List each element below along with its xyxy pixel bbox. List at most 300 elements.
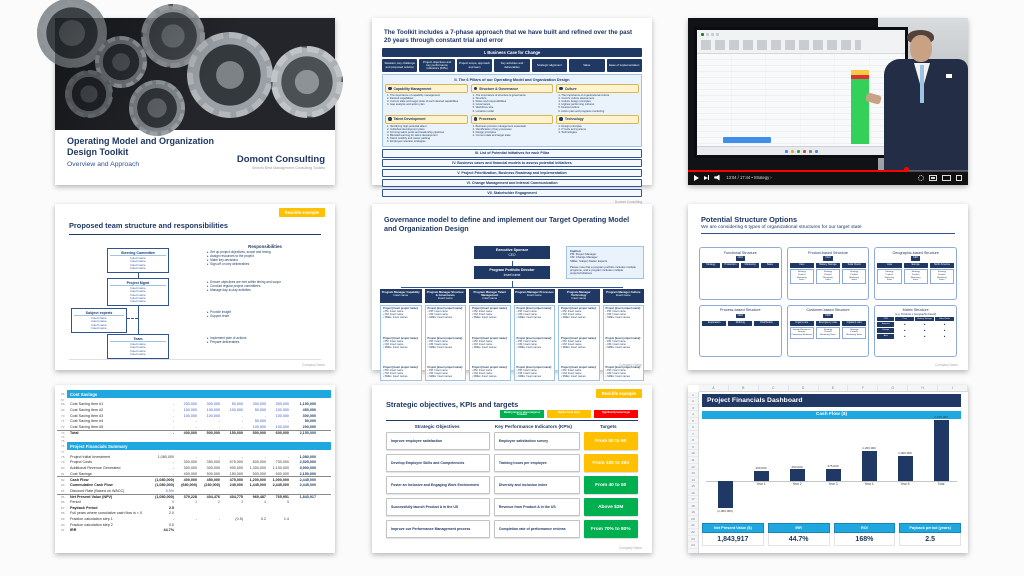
ceo-row [702,256,779,261]
slide-cover[interactable] [55,18,335,185]
gear-icon [388,87,392,91]
cell-total: 3,900,000 [299,465,316,470]
cell-value: 2,445,000 [272,482,289,487]
pillar-item: 2. Individual development plans [387,127,425,131]
program-manager-title: Program Manager Talent Management [473,289,507,297]
project-line: Project [insert project name]: [472,307,508,310]
dashboard-content [702,394,961,515]
row-number: 75 [61,438,65,443]
sub-functions-box [816,269,840,284]
pillar-item: 3. Culture design principles [558,100,591,104]
pillar-list [473,125,554,137]
project-line: • SMEs: Insert names [605,316,631,319]
project-block [383,337,419,349]
responsibility-text: Support team [210,314,230,318]
kpi-block [768,523,830,546]
kpi-table-headers [386,424,638,429]
column-letter: F [848,385,878,391]
cell-value: - [195,419,197,424]
sheet-row [57,459,331,465]
program-manager-name: Insert name [437,295,453,300]
kpi-value: 44.7% [768,533,830,547]
kpi-block [834,523,896,546]
sub-function: Human Resources [792,328,811,331]
brand-tagline: World's Best Management Consulting Toolkits [252,166,325,170]
project-block [428,366,464,378]
project-line: • CM: Insert name [605,342,626,346]
structures-subtitle: We are considering 6 types of organizational structures for our target state [701,225,862,230]
row-number: 71 [61,419,65,424]
sub-function: Strategy [850,328,859,331]
dashboard-kpis [702,523,961,546]
row-number: 16 [688,490,698,497]
level-bar: VI. Change Management and Internal Communication [382,179,642,187]
project-line: • PM: Insert name [516,369,537,372]
red-highlight [851,75,869,79]
pillar-item: 4. Current state and target state [472,133,511,137]
cell-value: 500,000 [206,471,220,476]
responsibility-item [207,340,323,344]
sub-function: Community Relations [791,334,813,336]
panel-title: Customer-based Structure [806,308,850,312]
cell-value: 300,000 [275,402,289,407]
taskbar-dot [797,150,800,153]
pillar-header [385,84,468,93]
children-row [790,321,867,339]
cell-value: - [172,407,174,412]
sheet-row [57,528,331,534]
project-line: Project [insert project name]: [605,307,641,310]
bar-category-label: Year 5 [900,482,910,487]
project-line: • SMEs: Insert names [427,316,453,319]
pillar-name: Culture [564,86,577,91]
bar-value-label: 475,000 [827,464,839,469]
slide-approach[interactable] [372,18,652,204]
ribbon-controls [701,40,861,50]
program-manager-title: Program Manager Structure & Governance [426,289,464,297]
project-line: • PM: Insert name [383,339,404,343]
child-unit [741,263,759,268]
program-manager-header [558,289,600,303]
child-box: Refining [728,321,752,326]
cell-total: 2,525,000 [299,460,316,465]
structure-panel-subbed [874,247,957,300]
project-line: • PM: Insert name [605,310,626,313]
ceo-box: CEO [825,313,831,317]
matrix-dot: • [943,321,946,327]
bullet-arrow-icon: ▸ [207,284,209,288]
caption-line: Caption: [570,248,582,253]
pillar-item: 2. Current culture assessment [558,97,595,101]
pillar-header [471,115,554,124]
settings-icon[interactable] [918,175,924,181]
structure-panels [699,247,957,357]
cell-value: 100,000 [275,424,289,429]
program-manager-header [603,289,645,303]
project-line: • SMEs: Insert names [383,375,408,378]
child-unit [702,263,720,268]
sheet-row [57,476,331,482]
project-line: • CM: Insert name [605,372,626,375]
responsibility-text: Implement plan of actions [210,336,247,340]
cell-value: - [172,413,174,418]
structure-panel-simple [699,305,782,358]
org-structure-icon [474,87,478,91]
sub-function: Marketing [823,276,833,279]
legend-chip: Meeting target or above target on schedule [500,410,544,418]
kpi-row [386,498,638,517]
pillar-item: 5. Workforce size [472,106,494,110]
theater-mode-icon[interactable] [942,175,951,181]
matrix-dot: • [903,321,906,327]
children-row [702,263,779,268]
cell-total: 450,000 [302,407,316,412]
project-line: Project [insert project name]: [516,307,552,310]
column-letter: D [789,385,819,391]
video-progress-track[interactable] [688,170,968,172]
row-number: 86 [61,500,65,505]
kpi-cell: Employee satisfaction survey [494,432,580,451]
kpi-value: 1,843,917 [702,533,764,547]
cell-value: 150,000 [229,471,243,476]
sub-function: Finance [797,331,806,334]
connector-dashed-line [127,318,138,319]
spreadsheet-rows [57,390,331,551]
sub-function: Marketing [884,276,895,279]
video-timestamp: 13:04 / 17:44 • Strategy › [726,175,772,180]
row-number: 69 [61,407,65,412]
project-line: • PM: Insert name [472,310,493,313]
cell-value: - [172,471,174,476]
video-controls-right [918,175,963,182]
row-number: 84 [61,488,65,493]
project-block [517,337,553,349]
dashboard-financials[interactable] [688,385,968,553]
cell-value: - [241,454,243,459]
project-block [517,366,553,378]
cell-value: 50,000 [231,402,243,407]
cell-total: 1,843,917 [299,494,316,499]
pillar-process [471,115,554,144]
volume-icon[interactable] [714,175,721,181]
legend-chip: Significantly below target [594,410,638,418]
objective-cell: Foster an Inclusive and Engaging Work Environment [386,476,490,495]
cell-value: 1,080,000 [157,454,174,459]
bullet-arrow-icon: ▸ [207,280,209,284]
cell-value: 404,775 [229,494,243,499]
responsibility-text: Ensure objectives are met within timing and scope [210,280,281,284]
project-line: • PM: Insert name [427,310,448,313]
sub-function: Marketing [910,276,921,279]
objective-cell: Improve employee satisfaction [386,432,490,451]
project-block [561,307,597,319]
cell-value: - [264,413,266,418]
slide-footer: Company Name [618,363,642,367]
pillar-item: 3. Current state and target state of each desired capabilities [387,100,459,104]
row-label: Discount Rate (Based on WACC) [70,488,125,493]
program-manager-header [425,289,467,303]
cell-value: 300,000 [183,465,197,470]
phase-box: Value [569,59,604,72]
pillar-name: Technology [564,117,584,122]
target-cell: Above $2M [584,498,638,517]
sheet-row [57,401,331,407]
connector-line [401,287,623,288]
target-cell: From 70% to 80% [584,520,638,539]
row-label: Net Present Value (NPV) [70,494,113,499]
cell-value: - [172,460,174,465]
project-line: • SMEs: Insert names [516,375,542,378]
level-bar: VII. Stakeholder Engagement [382,189,642,197]
cell-value: - [195,454,197,459]
row-number: 13 [688,470,698,477]
pillar-item: 6. Employee retention strategies [387,140,426,144]
org-box-name: Insert name [130,292,146,297]
bullet-arrow-icon: ▸ [207,258,209,262]
portfolio-director-box [474,266,550,279]
sub-functions-box [930,269,954,284]
cell-value: - [195,517,197,522]
title-rule [386,420,638,421]
phase-box: Strategic alignment [532,59,567,72]
status-legend [386,410,638,418]
pillars-section [382,74,642,147]
child-box: Inpatient care [842,321,866,326]
row-number: 67 [61,397,65,402]
cover-title: Operating Model and Organization Design Toolkit [67,136,215,157]
sub-functions-box [790,327,814,339]
panel-note: (e.g. Products x Geographic-based) [895,312,937,316]
row-number: 89 [61,517,65,522]
pillar-header [556,115,639,124]
process-icon [474,117,478,121]
ceo-box: CEO [877,317,894,321]
responsibility-group [207,280,323,292]
cell-value: 450,000 [206,477,220,482]
slide-team-structure[interactable] [55,204,335,370]
pillar-list [387,125,468,144]
slide-structure-options[interactable] [688,204,968,370]
project-line: • CM: Insert name [516,313,537,316]
project-line: • PM: Insert name [561,369,582,372]
cell-value: 5 [286,500,289,505]
slide-kpis[interactable] [372,385,652,553]
row-number: 21 [688,522,698,529]
cell-value: (1,080,000) [155,482,174,487]
cell-total: 1,150,000 [299,402,316,407]
bullet-arrow-icon: ▸ [207,262,209,266]
video-player[interactable] [688,18,968,185]
cell-value: - [172,465,174,470]
row-number: 7 [688,431,698,438]
sub-function: Strategy [937,271,946,274]
sub-function: Sales [886,279,893,282]
phase-box: Ease of implementation [607,59,642,72]
cell-value: 100,000 [252,424,266,429]
program-manager-projects [469,305,511,381]
miniplayer-icon[interactable] [929,175,937,181]
kpi-cell: Revenue from Product A in the US [494,498,580,517]
row-number: 8 [688,437,698,444]
cell-value: 300,000 [206,402,220,407]
project-line: • PM: Insert name [516,339,537,343]
structure-panel-matrix [874,305,957,358]
project-line: Project [insert project name]: [383,307,419,310]
row-number: 81 [61,471,65,476]
slide-governance[interactable] [372,204,652,378]
technology-icon [559,117,563,121]
matrix-column-header: Battery Storage [915,317,934,321]
cell-value: 50,000 [254,419,266,424]
pillar-item: 1. Design principles [558,124,582,128]
program-manager-name: Insert name [526,292,542,297]
cell-value: - [195,424,197,429]
sub-functions-box [842,327,866,339]
org-box-name: Insert name [130,262,146,267]
real-life-example-badge: Real-life example [596,389,642,398]
video-progress-handle[interactable] [904,167,909,172]
kpi-header: ROI [834,523,896,533]
pillar-list [558,94,639,113]
row-number: 1 [688,392,698,399]
cell-value: - [172,431,174,436]
chart-bar [934,420,949,481]
sub-function: Product [885,273,894,276]
kpi-title: Strategic objectives, KPIs and targets [386,400,519,409]
play-icon[interactable] [694,175,699,181]
project-block [561,337,597,349]
cell-value: 100,000 [275,413,289,418]
row-label: Cost Saving Item #4 [70,419,104,424]
child-box: Strategy [702,263,720,268]
program-manager-title: Program Manager Processes [514,289,554,294]
kpi-column-header: Key Performance Indicators (KPIs) [494,424,572,430]
pillar-item: 1. The importance of structure & governance [472,94,526,98]
phase-box: Situation, key challenge and proposed solution [382,59,417,72]
org-box-name: Insert name [91,322,107,327]
responsibility-group [207,250,323,266]
project-line: • CM: Insert name [561,342,582,346]
title-rule [69,234,321,235]
kpi-cell: Diversity and inclusion index [494,476,580,495]
child-unit [761,263,779,268]
cell-value: 475,000 [229,477,243,482]
cell-value: 400,000 [183,471,197,476]
row-number: 4 [688,411,698,418]
project-line: Project [insert project name]: [561,307,597,310]
program-manager-title: Program Manager Capability [381,289,420,294]
cell-value: 1 [194,500,197,505]
bullet-arrow-icon: ▸ [207,336,209,340]
pillar-item: 3. Roles and responsibilities [472,100,507,104]
cell-value: 2 [217,500,220,505]
org-box-title: Project Mgmt [110,281,166,287]
bullet-arrow-icon: ▸ [207,340,209,344]
pillars-grid [385,84,639,143]
program-manager-title: Program Manager Technology [566,289,591,297]
chart-bar [754,471,769,481]
real-life-example-badge: Real-life example [279,208,325,217]
row-number: 85 [61,494,65,499]
cell-value: 575,000 [229,460,243,465]
cell-value: 500,000 [252,471,266,476]
org-box-name: Insert name [130,259,146,264]
cell-value: 1,300,000 [249,465,266,470]
sub-function: Product [850,331,858,334]
cell-value: - [287,454,289,459]
cell-value: 100,000 [183,407,197,412]
responsibility-item [207,262,323,266]
pillar-list [558,125,639,134]
bar-category-label: Total [937,482,945,487]
project-line: • SMEs: Insert names [427,345,453,349]
cell-value: 400,000 [183,477,197,482]
ceo-box: CEO [912,256,919,259]
project-line: • CM: Insert name [472,372,493,375]
project-line: Project [insert project name]: [516,366,552,369]
ceo-row [877,256,954,261]
bullet-arrow-icon: ▸ [207,288,209,292]
responsibilities-header: Responsibilities [248,244,282,249]
matrix-column-header: Solar Roofs [935,317,954,321]
cell-value: - [172,402,174,407]
cell-value: (0.5) [235,517,243,522]
sub-function: Sales [939,279,945,282]
next-icon[interactable] [704,175,709,181]
program-manager-column [558,289,600,381]
phase-box: Project scope, approach and team [457,59,492,72]
row-label: Cost Saving Item #1 [70,402,104,407]
cell-value: 245,000 [229,482,243,487]
level-bar: III. List of Potential Initiatives for each Pillar [382,149,642,157]
child-box: Battery Storage [816,263,840,268]
bar-category-label: Year 4 [864,482,874,487]
level-bar: IV. Business cases and financial models to assess potential initiatives [382,159,642,167]
chart-bar [826,469,841,481]
cell-value: - [172,424,174,429]
kpi-table [386,424,638,538]
program-manager-header [514,289,556,303]
sub-function: Product [824,273,832,276]
program-manager-projects [425,305,467,381]
sub-function: Marketing [796,276,807,279]
pillar-name: Structure & Governance [479,86,519,91]
row-label: Fraction calculation step 2 [70,522,113,527]
pillar-item: 2. Structure [472,97,487,101]
child-unit [728,321,752,326]
bar-value-label: 450,000 [791,464,803,469]
child-unit [877,263,901,284]
spreadsheet-cost-savings[interactable] [55,385,335,553]
level-bars [382,149,642,197]
project-line: • PM: Insert name [561,339,582,343]
presenter-tie [920,65,925,103]
child-unit [722,263,740,268]
fullscreen-icon[interactable] [956,175,963,182]
green-highlight-column [851,70,869,144]
matrix-dot: • [923,321,926,327]
level1-bar: I. Business Case for Change [382,48,642,57]
cell-total: 1,080,000 [299,454,316,459]
cell-value: 4 [263,500,266,505]
org-box-name: Insert name [130,285,146,290]
matrix-dot: • [943,333,946,339]
sheet-row [57,418,331,424]
sub-function: Marketing [849,276,859,279]
bar-value-label: 1,000,000 [898,450,912,455]
project-line: • PM: Insert name [605,339,626,343]
program-manager-projects [380,305,422,381]
